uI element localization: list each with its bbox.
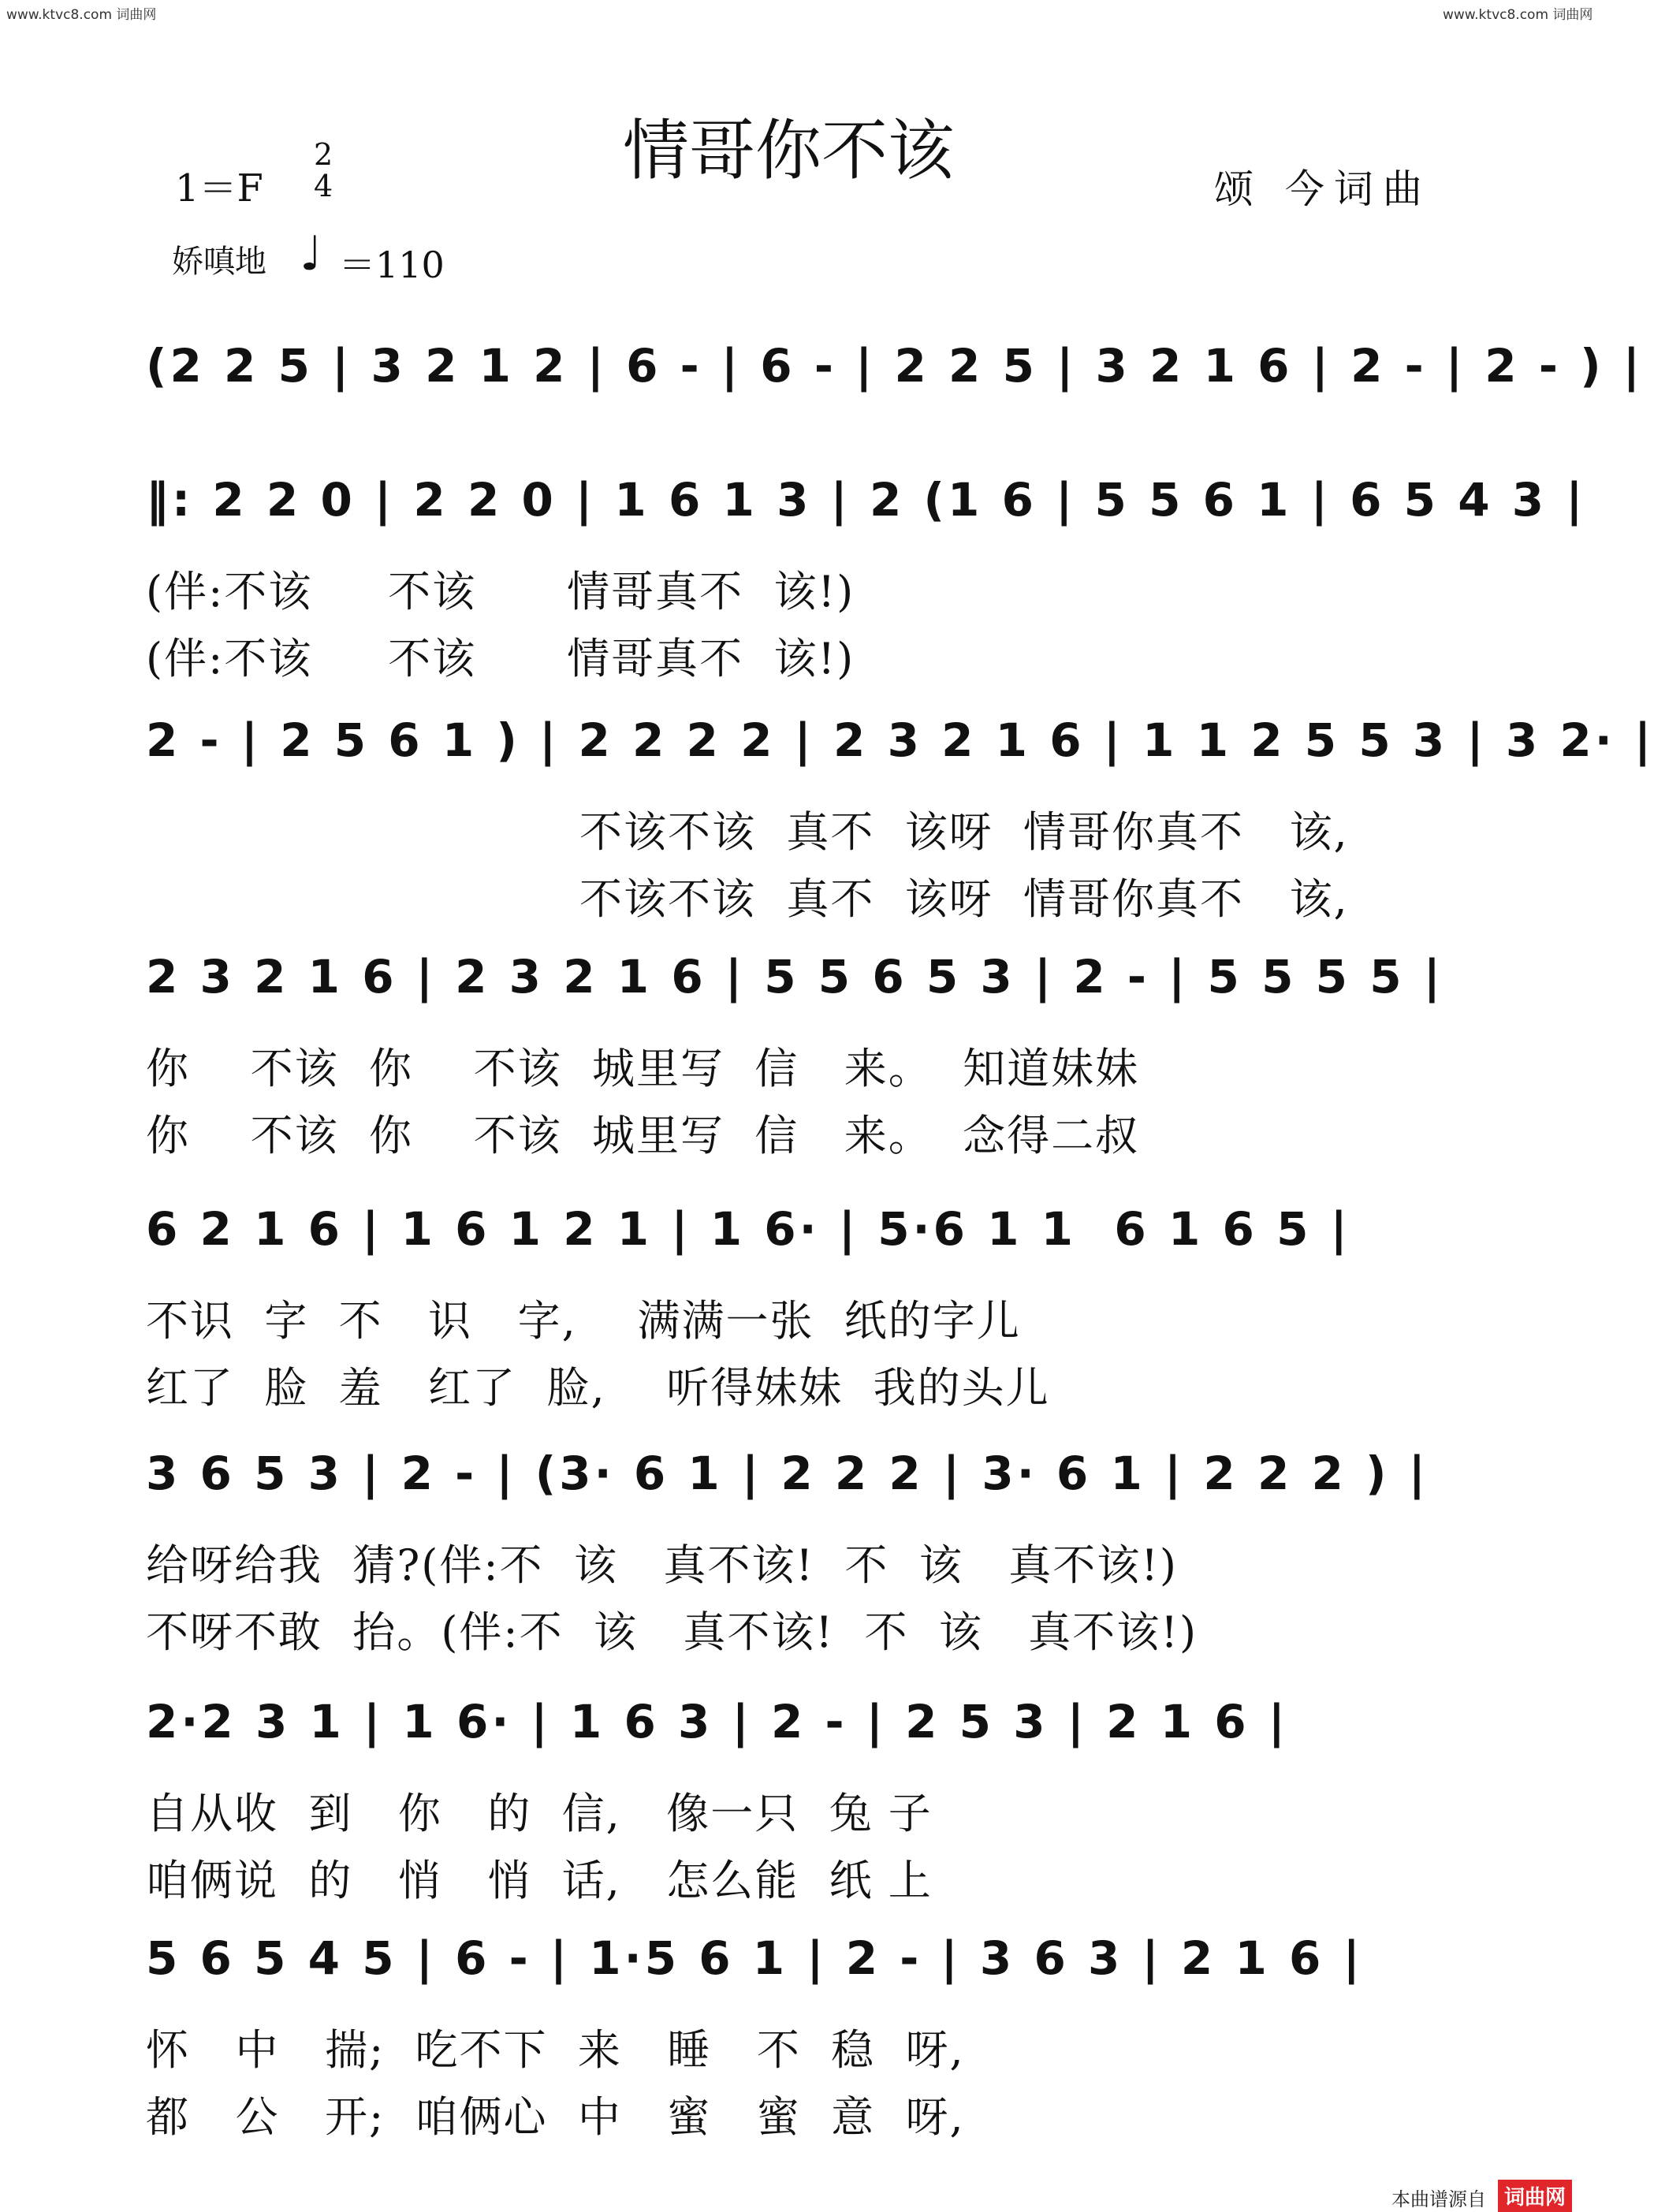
footer-source-label: 本曲谱源自 [1391,2188,1486,2210]
score-system-1 [146,339,1643,393]
score-system-4 [146,950,1486,1163]
lyric-verse-1: 不识 字 不 识 字, 满满一张 纸的字儿 [146,1296,1021,1346]
notation-line: ‖: 2 2 0 | 2 2 0 | 1 6 1 3 | 2 (1 6 | 5 5 6 1 | 6 5 4 3 | [146,473,1586,527]
time-signature [314,139,333,202]
tempo-bpm: ＝110 [339,244,445,286]
lyric-verse-1: 怀 中 揣; 吃不下 来 睡 不 稳 呀, [146,2025,965,2075]
notation-line: 2 3 2 1 6 | 2 3 2 1 6 | 5 5 6 5 3 | 2 - | 5 5 5 5 | [146,950,1444,1004]
lyric-verse-2: 你 不该 你 不该 城里写 信 来。 念得二叔 [146,1111,1140,1160]
lyric-verse-1: 你 不该 你 不该 城里写 信 来。 知道妹妹 [146,1044,1140,1093]
notation-line: (2 2 5 | 3 2 1 2 | 6 - | 6 - | 2 2 5 | 3 2 1 6 | 2 - | 2 - ) | [146,339,1643,393]
lyric-verse-1: 不该不该 真不 该呀 情哥你真不 该, [579,807,1349,857]
lyric-verse-1: 给呀给我 猜?(伴:不 该 真不该! 不 该 真不该!) [146,1540,1178,1590]
composer-credit: 颂 今词曲 [1214,166,1432,212]
notation-line: 2 - | 2 5 6 1 ) | 2 2 2 2 | 2 3 2 1 6 | 1 1 2 5 5 3 | 3 2· | [146,713,1654,767]
score-system-8 [146,1931,1486,2144]
lyric-verse-1: 自从收 到 你 的 信, 像一只 兔 子 [146,1789,933,1838]
lyric-verse-2: 咱俩说 的 悄 悄 话, 怎么能 纸 上 [146,1856,933,1905]
score-system-3 [146,713,1654,926]
score-system-2 [146,473,1586,686]
notation-line: 6 2 1 6 | 1 6 1 2 1 | 1 6· | 5·6 1 1 6 1 6 5 | [146,1202,1350,1256]
lyric-verse-2: 红了 脸 羞 红了 脸, 听得妹妹 我的头儿 [146,1363,1050,1413]
score-system-6 [146,1447,1486,1659]
song-title: 情哥你不该 [622,112,954,190]
footer-brand-badge[interactable]: 词曲网 [1498,2180,1572,2212]
lyric-verse-2: 不该不该 真不 该呀 情哥你真不 该, [579,874,1349,924]
meter-top: 2 [314,137,333,172]
lyric-verse-2: 不呀不敢 抬。(伴:不 该 真不该! 不 该 真不该!) [146,1607,1198,1657]
lyric-verse-2: 都 公 开; 咱俩心 中 蜜 蜜 意 呀, [146,2092,965,2142]
notation-line: 2·2 3 1 | 1 6· | 1 6 3 | 2 - | 2 5 3 | 2 1 6 | [146,1695,1288,1748]
notation-line: 3 6 5 3 | 2 - | (3· 6 1 | 2 2 2 | 3· 6 1 | 2 2 2 ) | [146,1447,1429,1500]
key-signature: 1＝F [175,166,263,210]
score-system-7 [146,1695,1486,1908]
site-header-left: www.ktvc8.com 词曲网 [6,7,157,23]
lyric-verse-2: (伴:不该 不该 情哥真不 该!) [146,634,855,683]
tempo-marking: 娇嗔地 [172,244,266,280]
quarter-note-icon: ♩ [300,226,322,281]
site-header-right: www.ktvc8.com 词曲网 [1443,7,1593,23]
notation-line: 5 6 5 4 5 | 6 - | 1·5 6 1 | 2 - | 3 6 3 | 2 1 6 | [146,1931,1363,1985]
score-system-5 [146,1202,1486,1415]
meter-bottom: 4 [314,169,333,203]
lyric-verse-1: (伴:不该 不该 情哥真不 该!) [146,567,855,616]
